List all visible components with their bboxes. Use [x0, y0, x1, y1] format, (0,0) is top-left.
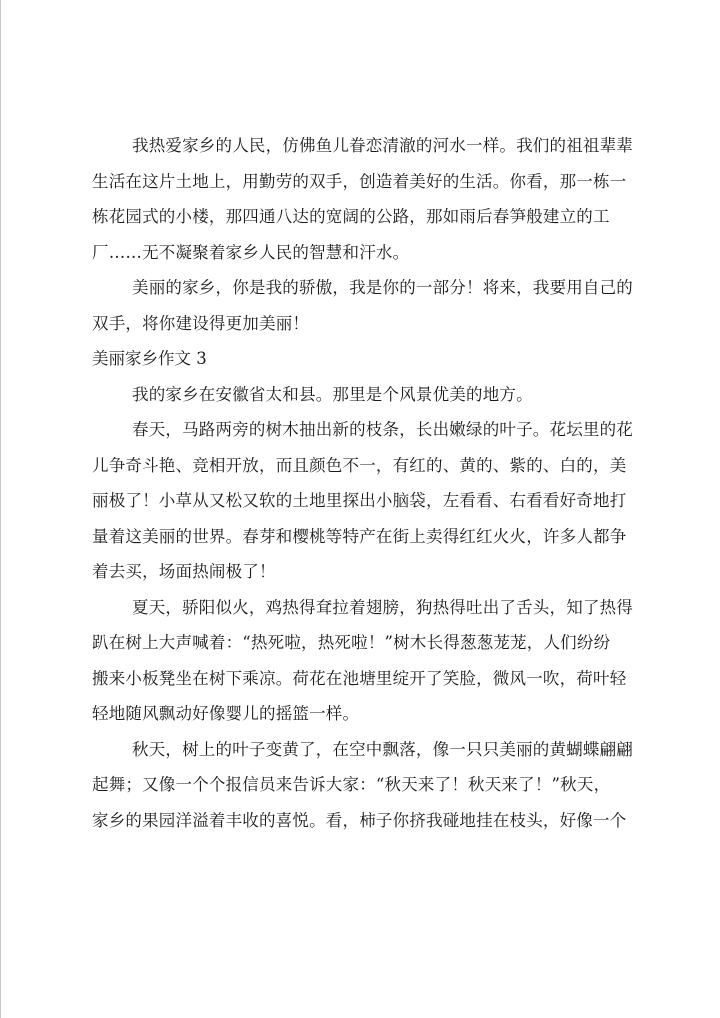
essay-heading: 美丽家乡作文 3	[92, 349, 207, 368]
text-line: 起舞；又像一个个报信员来告诉大家：“秋天来了！秋天来了！”秋天，	[92, 775, 611, 794]
text-line: 栋花园式的小楼，那四通八达的宽阔的公路，那如雨后春笋般建立的工	[92, 207, 610, 226]
document-body	[92, 128, 632, 838]
text-line: 量着这美丽的世界。春芽和樱桃等特产在街上卖得红红火火，许多人都争	[92, 526, 627, 546]
text-line: 儿争奇斗艳、竞相开放，而且颜色不一，有红的、黄的、紫的、白的，美	[92, 455, 627, 475]
paragraph	[92, 590, 632, 732]
paragraph	[92, 412, 632, 590]
paragraph	[92, 377, 632, 413]
text-line: 丽极了！小草从又松又软的土地里探出小脑袋，左看看、右看看好奇地打	[92, 491, 627, 510]
paragraph	[92, 732, 632, 839]
text-line: 生活在这片土地上，用勤劳的双手，创造着美好的生活。你看，那一栋一	[92, 171, 627, 191]
text-line: 轻地随风飘动好像婴儿的摇篮一样。	[92, 704, 360, 723]
text-line: 搬来小板凳坐在树下乘凉。荷花在池塘里绽开了笑脸，微风一吹，荷叶轻	[92, 668, 627, 688]
paragraph	[92, 270, 632, 341]
text-line: 美丽的家乡，你是我的骄傲，我是你的一部分！将来，我要用自己的	[132, 278, 633, 297]
text-line: 春天，马路两旁的树木抽出新的枝条，长出嫩绿的叶子。花坛里的花	[132, 420, 633, 439]
text-line: 我热爱家乡的人民，仿佛鱼儿眷恋清澈的河水一样。我们的祖祖辈辈	[132, 136, 633, 155]
text-line: 双手，将你建设得更加美丽！	[92, 313, 310, 333]
paragraph	[92, 128, 632, 270]
text-line: 家乡的果园洋溢着丰收的喜悦。看，柿子你挤我碰地挂在枝头，好像一个	[92, 810, 627, 830]
text-line: 着去买，场面热闹极了！	[92, 562, 276, 581]
text-line: 夏天，骄阳似火，鸡热得耷拉着翅膀，狗热得吐出了舌头，知了热得	[132, 597, 633, 617]
text-line: 趴在树上大声喊着：“热死啦，热死啦！”树木长得葱葱茏茏，人们纷纷	[92, 633, 611, 652]
text-line: 厂……无不凝聚着家乡人民的智慧和汗水。	[92, 242, 410, 262]
text-line: 我的家乡在安徽省太和县。那里是个风景优美的地方。	[132, 384, 533, 404]
text-line: 秋天，树上的叶子变黄了，在空中飘落，像一只只美丽的黄蝴蝶翩翩	[132, 739, 633, 759]
